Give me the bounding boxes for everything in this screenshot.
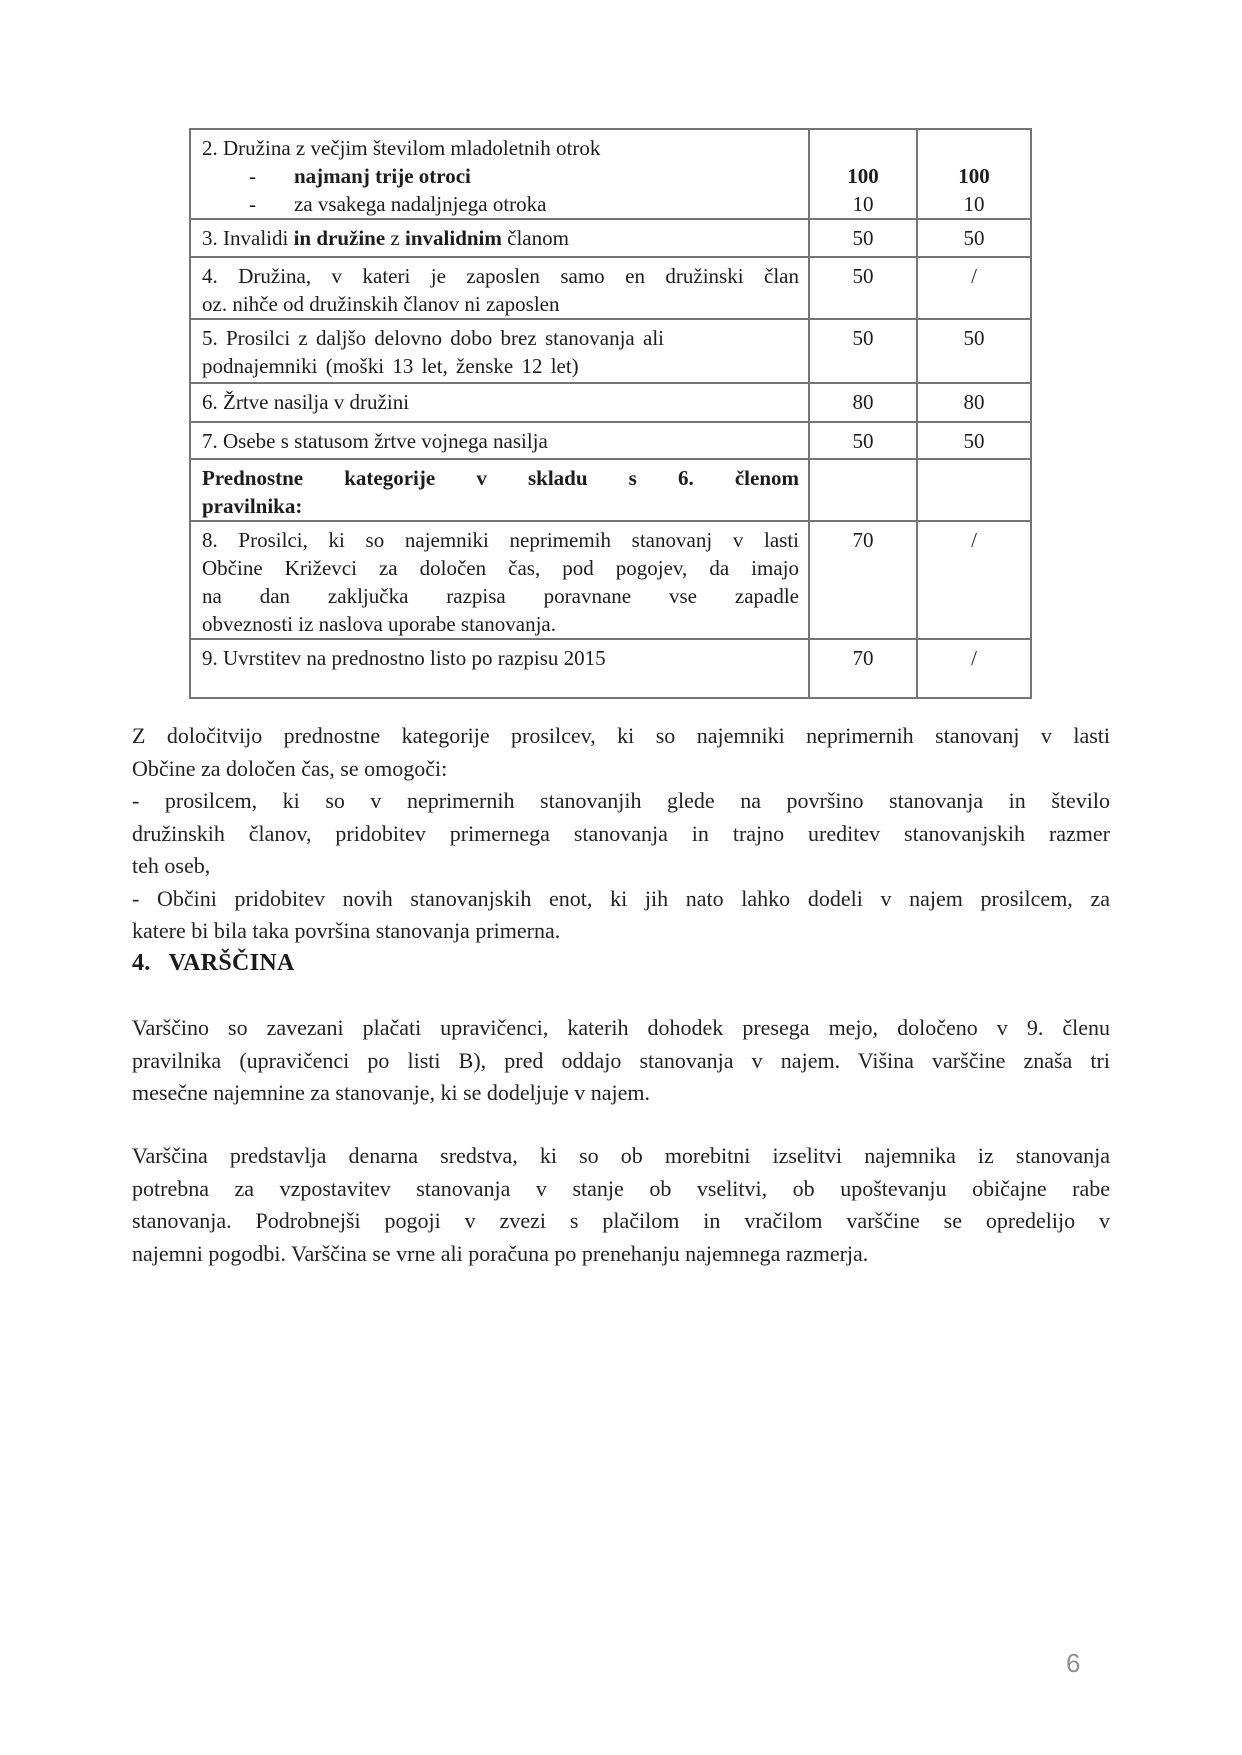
page-number: 6	[1066, 1648, 1081, 1678]
points-value: 70	[852, 646, 874, 670]
points-value-slash: /	[971, 264, 977, 288]
points-value: 50	[852, 429, 874, 453]
points-value-empty	[918, 134, 1030, 162]
points-cell-a	[809, 521, 917, 639]
criteria-line: Občine Križevci za določen čas, pod pogojev, da imajo	[202, 556, 799, 580]
criteria-text-bold: invalidnim	[405, 226, 502, 250]
section-heading-varscina	[132, 950, 295, 977]
criteria-text: 3. Invalidi	[202, 226, 294, 250]
points-cell-b	[917, 129, 1031, 219]
points-value: 50	[963, 326, 985, 350]
criteria-line: 7. Osebe s statusom žrtve vojnega nasilja	[202, 429, 548, 453]
points-value: 50	[852, 226, 874, 250]
points-value-slash: /	[971, 646, 977, 670]
section-number: 4.	[132, 950, 151, 976]
table-row-long-work-period	[190, 319, 1031, 383]
points-value: 50	[852, 264, 874, 288]
criteria-subitem-label: za vsakega nadaljnjega otroka	[294, 192, 547, 216]
table-row-priority-list-2015	[190, 639, 1031, 698]
points-cell-a	[809, 257, 917, 319]
criteria-line: 2. Družina z večjim številom mladoletnih otrok	[202, 136, 601, 160]
criteria-text: z	[385, 226, 406, 250]
criteria-cell	[190, 422, 809, 459]
criteria-subitem-label: najmanj trije otroci	[294, 164, 471, 188]
points-cell-b	[917, 383, 1031, 422]
points-cell-b	[917, 219, 1031, 257]
criteria-line: oz. nihče od družinskih članov ni zaposlen	[202, 292, 560, 316]
points-cell-a	[809, 459, 917, 521]
points-cell-b	[917, 639, 1031, 698]
points-cell-a	[809, 219, 917, 257]
points-cell-a	[809, 422, 917, 459]
paragraph-line: stanovanja. Podrobnejši pogoji v zvezi s plačilom in vračilom varščine se opredelijo v	[132, 1208, 1110, 1233]
dash-bullet: -	[249, 164, 256, 188]
points-cell-b	[917, 257, 1031, 319]
criteria-line: 8. Prosilci, ki so najemniki neprimemih stanovanj v lasti	[202, 528, 799, 552]
points-value: 10	[852, 192, 874, 216]
criteria-subitem	[202, 190, 799, 218]
points-cell-b	[917, 422, 1031, 459]
criteria-cell	[190, 383, 809, 422]
points-value: 80	[852, 390, 874, 414]
paragraph-line: Občine za določen čas, se omogoči:	[132, 755, 448, 781]
criteria-cell	[190, 319, 809, 383]
paragraph-priority-categories	[132, 720, 1110, 948]
criteria-line: 5. Prosilci z daljšo delovno dobo brez stanovanja ali	[202, 326, 664, 350]
points-cell-b	[917, 459, 1031, 521]
points-value: 50	[963, 226, 985, 250]
paragraph-varscina-obligation	[132, 1012, 1110, 1110]
points-value: 10	[963, 192, 985, 216]
criteria-cell	[190, 129, 809, 219]
paragraph-line: mesečne najemnine za stanovanje, ki se dodeljuje v najem.	[132, 1080, 651, 1105]
points-cell-a	[809, 639, 917, 698]
dash-bullet: -	[249, 192, 256, 216]
criteria-line	[202, 224, 799, 252]
criteria-line: 6. Žrtve nasilja v družini	[202, 390, 410, 414]
criteria-cell	[190, 639, 809, 698]
criteria-cell	[190, 257, 809, 319]
paragraph-line: - prosilcem, ki so v neprimernih stanovanjih glede na površino stanovanja in število	[132, 788, 1110, 813]
criteria-text: članom	[501, 226, 569, 250]
points-cell-b	[917, 319, 1031, 383]
paragraph-line: katere bi bila taka površina stanovanja primerna.	[132, 918, 561, 943]
paragraph-line: teh oseb,	[132, 853, 211, 878]
criteria-line: na dan zaključka razpisa poravnane vse zapadle	[202, 584, 799, 608]
points-value: 50	[963, 429, 985, 453]
paragraph-line: najemni pogodbi. Varščina se vrne ali poračuna po prenehanju najemnega razmerja.	[132, 1240, 869, 1266]
priority-header-line: Prednostne kategorije v skladu s 6. členom	[202, 466, 799, 490]
criteria-points-table	[189, 128, 1032, 699]
points-cell-a	[809, 319, 917, 383]
points-value: 100	[847, 164, 879, 188]
table-row-priority-header	[190, 459, 1031, 521]
paragraph-line: pravilnika (upravičenci po listi B), pred oddajo stanovanja v najem. Višina varščine znaša tri	[132, 1047, 1110, 1073]
points-cell-a	[809, 129, 917, 219]
criteria-subitem	[202, 162, 799, 190]
paragraph-varscina-purpose	[132, 1140, 1110, 1270]
priority-header-line: pravilnika:	[202, 494, 303, 518]
criteria-line: 4. Družina, v kateri je zaposlen samo en družinski član	[202, 264, 799, 288]
points-value: 70	[852, 528, 874, 552]
table-row-family-more-children	[190, 129, 1031, 219]
points-value: 80	[963, 390, 985, 414]
table-row-unsuitable-tenants	[190, 521, 1031, 639]
criteria-line: obveznosti iz naslova uporabe stanovanja.	[202, 612, 556, 636]
paragraph-line: Varščina predstavlja denarna sredstva, ki so ob morebitni izselitvi najemnika iz stanovanja	[132, 1143, 1110, 1168]
criteria-cell	[190, 521, 809, 639]
points-value-slash: /	[971, 528, 977, 552]
table-row-war-violence-victims	[190, 422, 1031, 459]
paragraph-line: družinskih članov, pridobitev primernega stanovanja in trajno ureditev stanovanjskih razmer	[132, 820, 1110, 846]
paragraph-line: - Občini pridobitev novih stanovanjskih enot, ki jih nato lahko dodeli v najem prosilcem, za	[132, 885, 1110, 911]
points-cell-a	[809, 383, 917, 422]
criteria-cell	[190, 219, 809, 257]
section-title: VARŠČINA	[168, 950, 295, 976]
criteria-cell	[190, 459, 809, 521]
points-value-empty	[810, 134, 916, 162]
paragraph-line: Z določitvijo prednostne kategorije prosilcev, ki so najemniki neprimernih stanovanj v lasti	[132, 723, 1110, 748]
criteria-line: 9. Uvrstitev na prednostno listo po razpisu 2015	[202, 646, 606, 670]
criteria-text-bold: in družine	[293, 226, 386, 250]
criteria-line: podnajemniki (moški 13 let, ženske 12 let)	[202, 354, 579, 378]
paragraph-line: potrebna za vzpostavitev stanovanja v stanje ob vselitvi, ob upoštevanju običajne rabe	[132, 1175, 1110, 1201]
table-row-single-employed	[190, 257, 1031, 319]
points-cell-b	[917, 521, 1031, 639]
points-value: 100	[958, 164, 990, 188]
paragraph-line: Varščino so zavezani plačati upravičenci, katerih dohodek presega mejo, določeno v 9. členu	[132, 1015, 1110, 1040]
points-value: 50	[852, 326, 874, 350]
table-row-violence-victims	[190, 383, 1031, 422]
table-row-invalids	[190, 219, 1031, 257]
